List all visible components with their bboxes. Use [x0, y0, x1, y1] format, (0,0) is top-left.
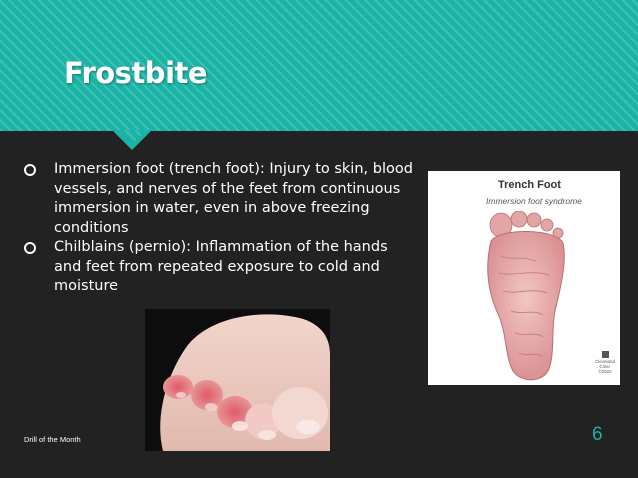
bullet-item-immersion-foot: [18, 160, 418, 238]
bullet-item-chilblains: [18, 238, 418, 297]
clinic-line-2: Clinic: [599, 364, 611, 369]
bullet-text: Chilblains (pernio): Inflammation of the hands and feet from repeated exposure to cold and moisture: [54, 239, 388, 294]
footer-text: Drill of the Month: [24, 435, 81, 444]
bullet-circle-icon: [24, 242, 36, 254]
clinic-logo-icon: [602, 351, 609, 358]
foot-sole-icon: [481, 211, 571, 383]
chilblains-toes-photo: [145, 309, 330, 451]
illustration-title: Trench Foot: [498, 179, 561, 191]
illustration-subtitle: Immersion foot syndrome: [486, 196, 582, 206]
clinic-copyright: ©2022: [598, 369, 612, 374]
bullet-list: [18, 160, 418, 297]
bullet-circle-icon: [24, 164, 36, 176]
page-number: 6: [592, 424, 603, 445]
cleveland-clinic-logo: [593, 351, 617, 374]
trench-foot-illustration: [428, 171, 620, 385]
slide-title: Frostbite: [64, 56, 208, 90]
clinic-line-1: Cleveland: [594, 359, 615, 364]
bullet-text: Immersion foot (trench foot): Injury to skin, blood vessels, and nerves of the feet from continuous immersion in water, even in above freezing conditions: [54, 161, 413, 236]
